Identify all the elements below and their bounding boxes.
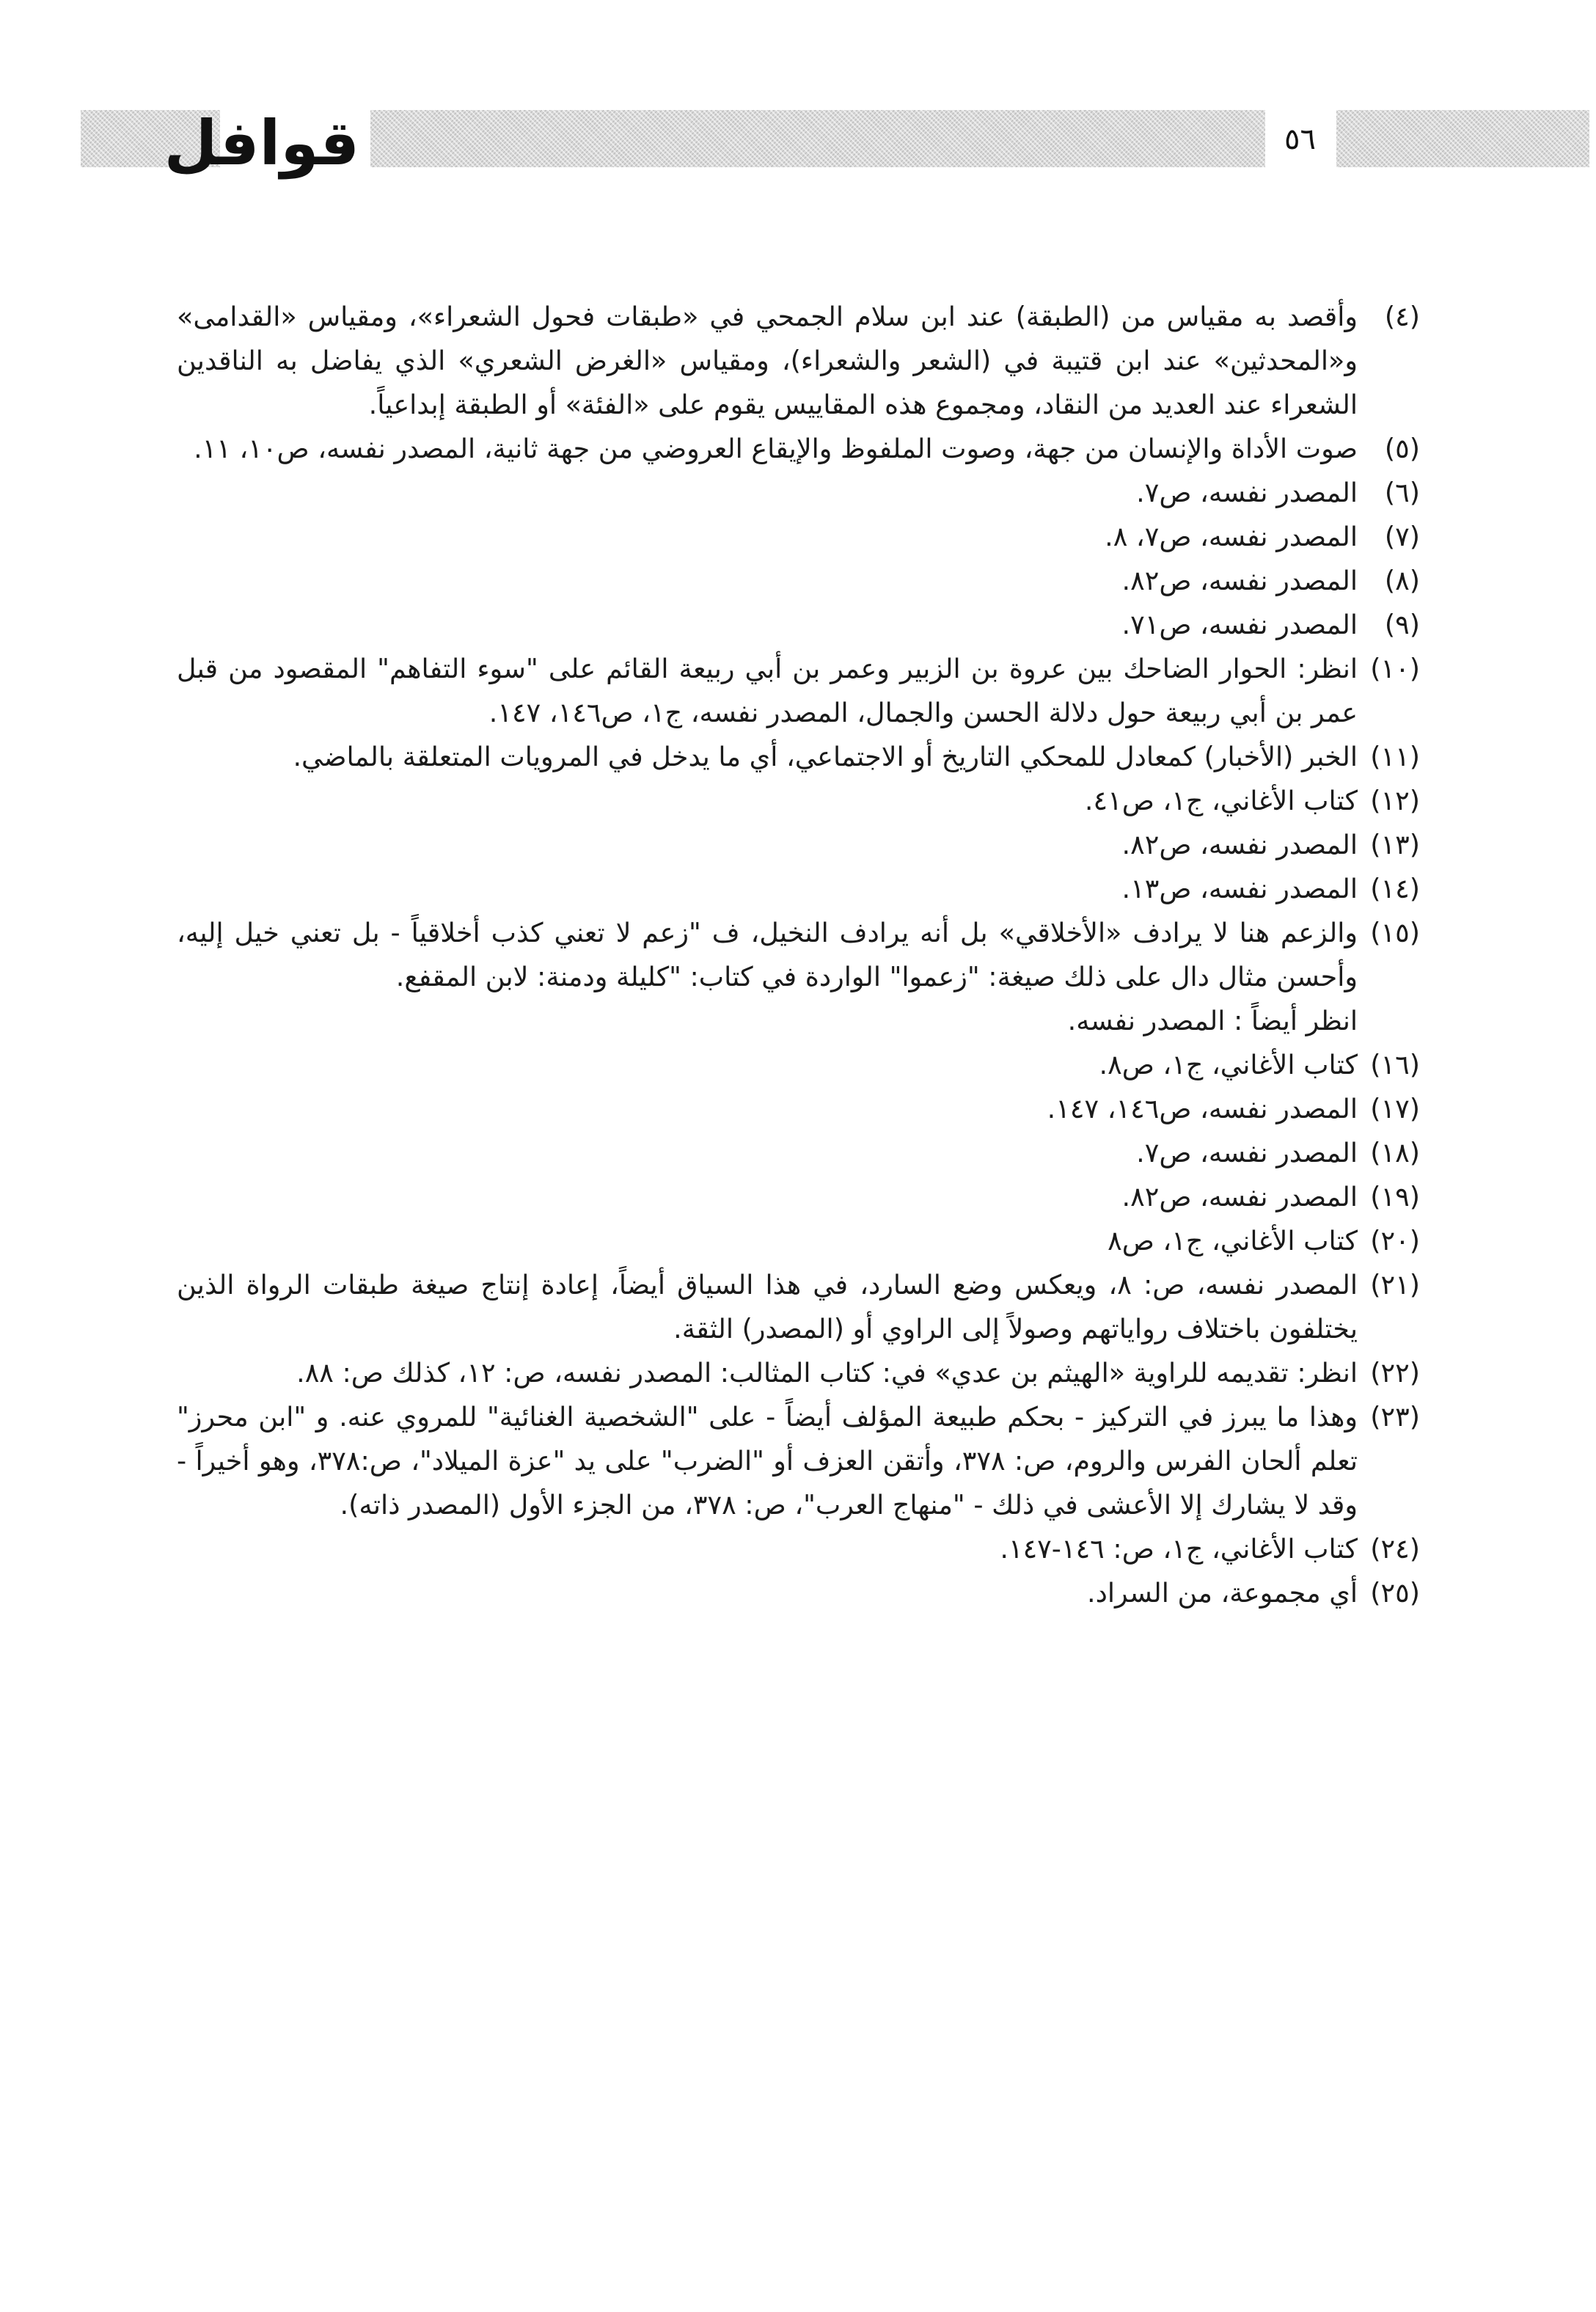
footnote-extra-line: انظر أيضاً : المصدر نفسه. — [1067, 1005, 1358, 1036]
footnote-text: الخبر (الأخبار) كمعادل للمحكي التاريخ أو الاجتماعي، أي ما يدخل في المرويات المتعلقة بالماضي. — [293, 741, 1358, 772]
footnote-text: المصدر نفسه، ص١٣. — [1121, 873, 1358, 904]
footnote-text: المصدر نفسه، ص٨٢. — [1121, 565, 1358, 596]
footnote-text: المصدر نفسه، ص: ٨، ويعكس وضع السارد، في هذا السياق أيضاً، إعادة إنتاج صيغة طبقات الرواة الذين يختلفون باختلاف رواياتهم وصولاً إلى الراوي أو (المصدر) الثقة. — [177, 1269, 1358, 1345]
footnote-text: كتاب الأغاني، ج١، ص٤١. — [1084, 785, 1358, 816]
footnote-item — [177, 603, 1420, 647]
footnote-item — [177, 1219, 1420, 1263]
footnote-text: أي مجموعة، من السراد. — [1086, 1577, 1358, 1609]
footnote-text: المصدر نفسه، ص٧، ٨. — [1105, 521, 1358, 552]
footnote-item — [177, 1527, 1420, 1571]
footnote-number: (٢٤) — [1370, 1533, 1420, 1565]
footnote-number: (١٨) — [1370, 1137, 1420, 1168]
footnote-text: المصدر نفسه، ص٨٢. — [1121, 829, 1358, 860]
footnote-item — [177, 1043, 1420, 1087]
footnote-number: (١٩) — [1370, 1181, 1420, 1212]
footnote-number: (٩) — [1384, 609, 1420, 640]
header-pattern-right — [1336, 110, 1589, 167]
header-pattern-middle — [370, 110, 1265, 167]
footnote-item — [177, 823, 1420, 867]
footnote-item — [177, 427, 1420, 471]
footnote-number: (١٤) — [1370, 873, 1420, 904]
footnote-number: (٧) — [1384, 521, 1420, 552]
footnote-text: انظر: الحوار الضاحك بين عروة بن الزبير وعمر بن أبي ربيعة القائم على "سوء التفاهم" المقصود من قبل عمر بن أبي ربيعة حول دلالة الحسن والجمال، المصدر نفسه، ج١، ص١٤٦، ١٤٧. — [177, 653, 1358, 728]
footnote-number: (٢٠) — [1370, 1225, 1420, 1256]
footnote-item — [177, 1395, 1420, 1527]
footnote-number: (١٥) — [1370, 917, 1420, 948]
footnote-number: (٢٥) — [1370, 1577, 1420, 1609]
page-number: ٥٦ — [1265, 119, 1335, 160]
footnote-item — [177, 1351, 1420, 1395]
footnote-number: (١١) — [1370, 741, 1420, 772]
footnote-text: وأقصد به مقياس من (الطبقة) عند ابن سلام الجمحي في «طبقات فحول الشعراء»، ومقياس «القدامى» و«المحدثين» عند ابن قتيبة في (الشعر والشعراء)، ومقياس «الغرض الشعري» الذي يفاضل به الناقدين الشعراء عند العديد من النقاد، ومجموع هذه المقاييس يقوم على «الفئة» أو الطبقة إبداعياً. — [177, 301, 1358, 420]
footnote-number: (١٣) — [1370, 829, 1420, 860]
footnote-text: انظر: تقديمه للراوية «الهيثم بن عدي» في: كتاب المثالب: المصدر نفسه، ص: ١٢، كذلك ص: ٨٨. — [296, 1357, 1358, 1389]
footnote-number: (١٠) — [1370, 653, 1420, 684]
journal-title: قوافل — [164, 107, 359, 179]
footnote-number: (٤) — [1384, 301, 1420, 332]
footnote-text: كتاب الأغاني، ج١، ص: ١٤٦-١٤٧. — [1000, 1533, 1358, 1565]
footnote-text: كتاب الأغاني، ج١، ص٨. — [1099, 1049, 1358, 1080]
footnote-text: صوت الأداة والإنسان من جهة، وصوت الملفوظ والإيقاع العروضي من جهة ثانية، المصدر نفسه، ص١٠، ١١. — [194, 433, 1358, 464]
footnote-item — [177, 647, 1420, 735]
footnote-number: (١٧) — [1370, 1093, 1420, 1124]
footnote-item — [177, 1175, 1420, 1219]
footnote-number: (٥) — [1384, 433, 1420, 464]
footnote-item — [177, 867, 1420, 911]
footnotes-list — [177, 295, 1420, 1615]
footnote-text: المصدر نفسه، ص١٤٦، ١٤٧. — [1047, 1093, 1358, 1124]
footnote-item — [177, 1263, 1420, 1351]
footnote-text: المصدر نفسه، ص٧١. — [1121, 609, 1358, 640]
footnote-number: (١٦) — [1370, 1049, 1420, 1080]
footnote-text: وهذا ما يبرز في التركيز - بحكم طبيعة المؤلف أيضاً - على "الشخصية الغنائية" للمروي عنه. و "ابن محرز" تعلم ألحان الفرس والروم، ص: ٣٧٨، وأتقن العزف أو "الضرب" على يد "عزة الميلاد"، ص:٣٧٨، وهو أخيراً - وقد لا يشارك إلا الأعشى في ذلك - "منهاج العرب"، ص: ٣٧٨، من الجزء الأول (المصدر ذاته). — [177, 1401, 1358, 1521]
footnote-text: المصدر نفسه، ص٧. — [1136, 1137, 1358, 1168]
footnote-item — [177, 911, 1420, 1043]
footnote-item — [177, 515, 1420, 559]
footnote-text: المصدر نفسه، ص٧. — [1136, 477, 1358, 508]
footnote-item — [177, 1131, 1420, 1175]
footnote-number: (٢٢) — [1370, 1357, 1420, 1389]
footnote-number: (٦) — [1384, 477, 1420, 508]
footnote-item — [177, 295, 1420, 427]
footnote-text: المصدر نفسه، ص٨٢. — [1121, 1181, 1358, 1212]
footnote-item — [177, 471, 1420, 515]
footnote-item — [177, 559, 1420, 603]
footnote-text: والزعم هنا لا يرادف «الأخلاقي» بل أنه يرادف النخيل، ف "زعم لا تعني كذب أخلاقياً - بل تعني خيل إليه، وأحسن مثال دال على ذلك صيغة: "زعموا" الواردة في كتاب: "كليلة ودمنة: لابن المقفع. — [177, 917, 1358, 992]
footnote-item — [177, 1087, 1420, 1131]
footnote-text: كتاب الأغاني، ج١، ص٨ — [1108, 1225, 1358, 1256]
footnote-number: (٨) — [1384, 565, 1420, 596]
footnote-item — [177, 1571, 1420, 1615]
footnote-number: (١٢) — [1370, 785, 1420, 816]
footnote-item — [177, 735, 1420, 779]
footnote-number: (٢٣) — [1370, 1401, 1420, 1433]
footnote-number: (٢١) — [1370, 1269, 1420, 1300]
footnote-item — [177, 779, 1420, 823]
